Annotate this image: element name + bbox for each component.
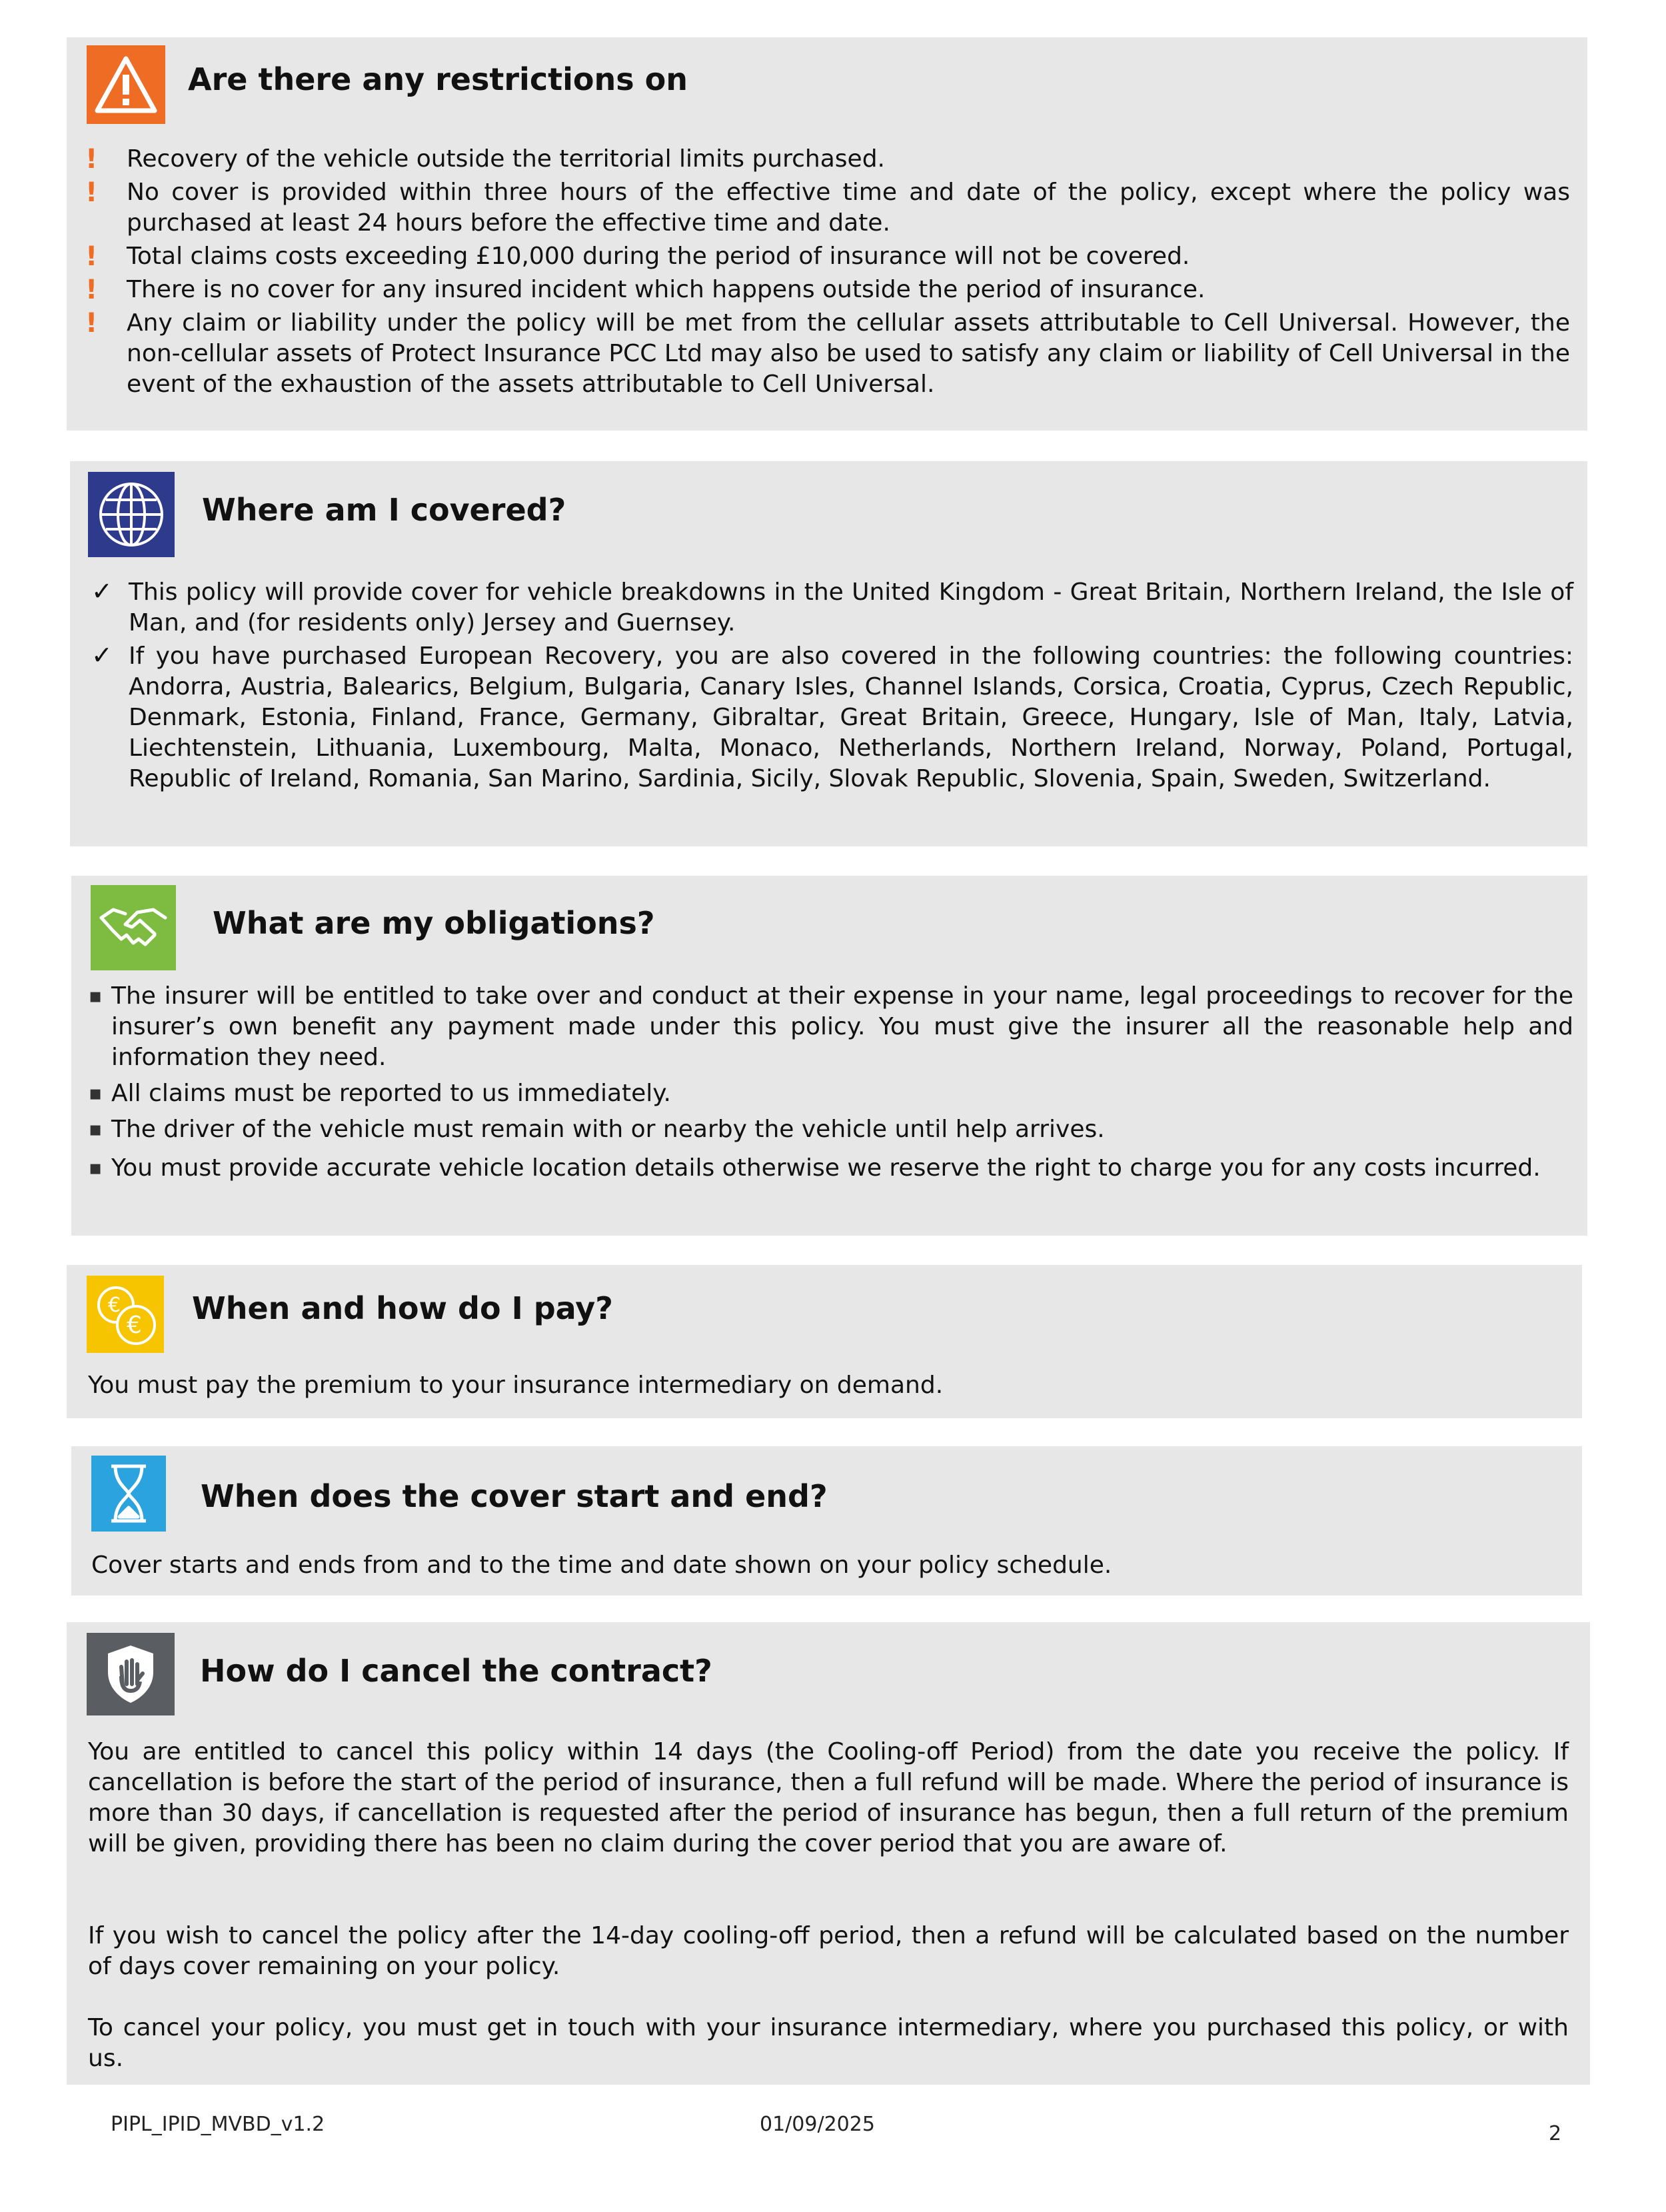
cover-period-section [71, 1446, 1582, 1596]
restrictions-list [85, 144, 1570, 400]
cover-period-text: Cover starts and ends from and to the time and date shown on your policy schedule. [91, 1552, 1112, 1579]
bullet-icon: ▪ [89, 984, 103, 1008]
shield-hand-icon [87, 1633, 175, 1715]
exclamation-icon: ! [85, 275, 98, 305]
obligations-section [71, 876, 1587, 1236]
coverage-heading: Where am I covered? [202, 492, 566, 528]
list-item: ▪ The driver of the vehicle must remain with or nearby the vehicle until help arrives. [111, 1114, 1573, 1145]
exclamation-icon: ! [85, 177, 98, 208]
warning-icon [87, 45, 165, 124]
cover-period-heading: When does the cover start and end? [201, 1478, 828, 1514]
euro-coins-icon [87, 1276, 164, 1353]
bullet-icon: ▪ [89, 1156, 103, 1180]
coverage-section [70, 461, 1587, 846]
exclamation-icon: ! [85, 144, 98, 175]
list-item: ! Any claim or liability under the policy will be met from the cellular assets attributable to Cell Universal. However, the non-cellular assets of Protect Insurance PCC Ltd may also be used to satisfy any claim or liability of Cell Universal in the event of the exhaustion of the assets attributable to Cell Universal. [85, 308, 1570, 398]
exclamation-icon: ! [85, 241, 98, 272]
document-date: 01/09/2025 [760, 2113, 875, 2136]
list-item: ▪ The insurer will be entitled to take over and conduct at their expense in your name, legal proceedings to recover for the insurer’s own benefit any payment made under this policy. You must give the insurer all the reasonable help and information they need. [89, 982, 1573, 1071]
list-item: ▪ All claims must be reported to us immediately. [111, 1078, 1573, 1109]
payment-section [67, 1265, 1582, 1418]
list-item: ✓ This policy will provide cover for vehicle breakdowns in the United Kingdom - Great Britain, Northern Ireland, the Isle of Man, and (for residents only) Jersey and Guernsey. [91, 576, 1573, 636]
svg-text:€: € [127, 1312, 142, 1339]
coverage-list [91, 576, 1573, 794]
list-item: ▪ You must provide accurate vehicle location details otherwise we reserve the right to charge you for any costs incurred. [111, 1150, 1573, 1186]
restrictions-section [67, 37, 1587, 431]
list-item: ! Recovery of the vehicle outside the territorial limits purchased. [85, 144, 885, 175]
list-item: ! No cover is provided within three hours of the effective time and date of the policy, except where the policy was purchased at least 24 hours before the effective time and date. [85, 177, 1570, 237]
payment-text: You must pay the premium to your insurance intermediary on demand. [88, 1372, 944, 1399]
obligations-heading: What are my obligations? [213, 905, 655, 941]
globe-icon [88, 472, 175, 557]
cancel-paragraph: You are entitled to cancel this policy within 14 days (the Cooling-off Period) from the date you receive the policy. If cancellation is before the start of the period of insurance, then a full refund will be made. Where the period of insurance is more than 30 days, if cancellation is requested after the period of insurance has begun, then a full return of the premium will be given, providing there has been no claim during the cover period that you are aware of. [88, 1738, 1569, 1857]
cancel-heading: How do I cancel the contract? [200, 1653, 712, 1689]
bullet-icon: ▪ [89, 1082, 103, 1105]
list-item: ! There is no cover for any insured incident which happens outside the period of insurance. [85, 275, 1206, 305]
handshake-icon [91, 885, 176, 970]
cancel-paragraph: If you wish to cancel the policy after the 14-day cooling-off period, then a refund will be calculated based on the number of days cover remaining on your policy. [88, 1922, 1569, 1980]
exclamation-icon: ! [85, 308, 98, 339]
checkmark-icon: ✓ [91, 640, 113, 670]
page-number: 2 [1549, 2122, 1562, 2145]
document-code: PIPL_IPID_MVBD_v1.2 [111, 2113, 325, 2136]
bullet-icon: ▪ [89, 1118, 103, 1141]
restrictions-heading: Are there any restrictions on [188, 61, 688, 97]
cancel-paragraph: To cancel your policy, you must get in touch with your insurance intermediary, where you purchased this policy, or with us. [88, 2014, 1569, 2072]
list-item: ✓ If you have purchased European Recovery, you are also covered in the following countries: the following countries: Andorra, Austria, Balearics, Belgium, Bulgaria, Canary Isles, Channel Islands, Corsica, Croatia, Cyprus, Czech Republic, Denmark, Estonia, Finland, France, Germany, Gibraltar, Great Britain, Greece, Hungary, Isle of Man, Italy, Latvia, Liechtenstein, Lithuania, Luxembourg, Malta, Monaco, Netherlands, Northern Ireland, Norway, Poland, Portugal, Republic of Ireland, Romania, San Marino, Sardinia, Sicily, Slovak Republic, Slovenia, Spain, Sweden, Switzerland. [91, 640, 1573, 792]
obligations-list [89, 981, 1573, 1186]
svg-text:€: € [108, 1294, 121, 1317]
checkmark-icon: ✓ [91, 576, 113, 606]
cancel-section [67, 1622, 1590, 2085]
list-item: ! Total claims costs exceeding £10,000 during the period of insurance will not be covered. [85, 241, 1190, 272]
payment-heading: When and how do I pay? [192, 1290, 613, 1326]
hourglass-icon [91, 1456, 166, 1532]
